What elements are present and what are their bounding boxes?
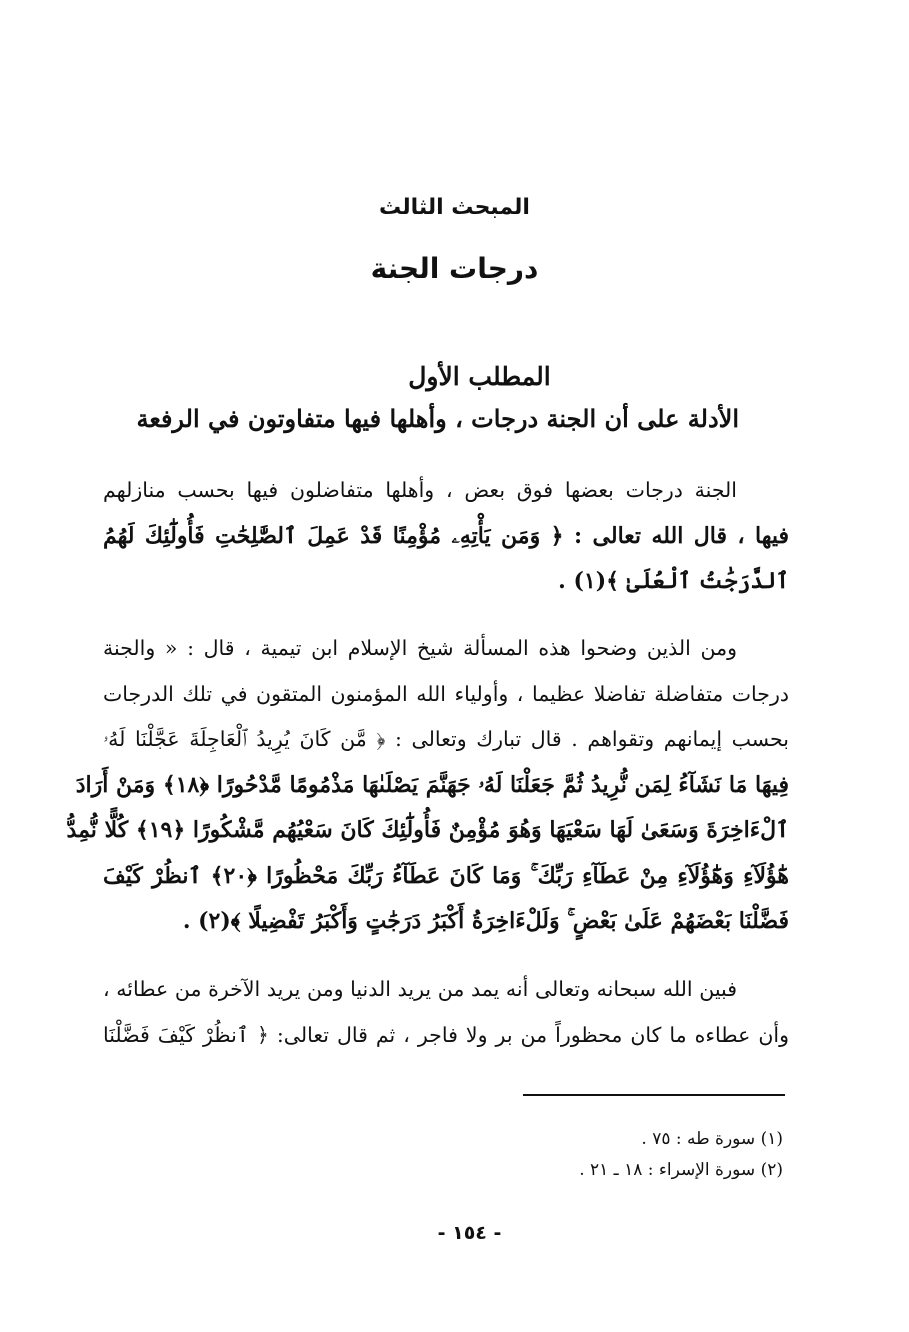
chapter-heading: المبحث الثالث xyxy=(379,195,530,220)
paragraph-line: فبين الله سبحانه وتعالى أنه يمد من يريد الدنيا ومن يريد الآخرة من عطائه ، xyxy=(103,977,737,1001)
paragraph-3 xyxy=(103,967,789,1058)
paragraph-line: ٱلْءَاخِرَةَ وَسَعَىٰ لَهَا سَعْيَهَا وَهُوَ مُؤْمِنٌ فَأُولَٰٓئِكَ كَانَ سَعْيُهُم مَّشْكُورًا ﴿١٩﴾ كُلًّا نُّمِدُّ xyxy=(66,817,789,843)
paragraph-line: ٱلدَّرَجَٰتُ ٱلْعُلَىٰ ﴾(١) . xyxy=(558,568,789,594)
paragraph-1 xyxy=(103,468,789,605)
footnote-1: (١) سورة طه : ٧٥ . xyxy=(641,1129,783,1149)
paragraph-line: هَٰٓؤُلَآءِ وَهَٰٓؤُلَآءِ مِنْ عَطَآءِ رَبِّكَ ۚ وَمَا كَانَ عَطَآءُ رَبِّكَ مَحْظُورًا ﴿٢٠﴾ ٱنظُرْ كَيْفَ xyxy=(103,862,790,889)
paragraph-line: فيها ، قال الله تعالى : ﴿ وَمَن يَأْتِهِۦ مُؤْمِنًا قَدْ عَمِلَ ٱلصَّٰلِحَٰتِ فَأُولَٰٓئِكَ لَهُمُ xyxy=(103,522,789,549)
footnote-divider xyxy=(523,1094,785,1096)
footnotes xyxy=(579,1124,783,1186)
paragraph-line: ومن الذين وضحوا هذه المسألة شيخ الإسلام ابن تيمية ، قال : « والجنة xyxy=(103,636,737,660)
paragraph-line: فِيهَا مَا نَشَآءُ لِمَن نُّرِيدُ ثُمَّ جَعَلْنَا لَهُۥ جَهَنَّمَ يَصْلَىٰهَا مَذْمُومًا مَّدْحُورًا ﴿١٨﴾ وَمَنْ أَرَادَ xyxy=(75,771,789,798)
page-number: - ١٥٤ - xyxy=(437,1222,502,1244)
paragraph-line: وأن عطاءه ما كان محظوراً من بر ولا فاجر ، ثم قال تعالى: ﴿ ٱنظُرْ كَيْفَ فَضَّلْنَا xyxy=(103,1022,789,1047)
paragraph-line: بحسب إيمانهم وتقواهم . قال تبارك وتعالى : ﴿ مَّن كَانَ يُرِيدُ ٱلْعَاجِلَةَ عَجَّلْنَا لَهُۥ xyxy=(103,727,789,751)
paragraph-line: الجنة درجات بعضها فوق بعض ، وأهلها متفاضلون فيها بحسب منازلهم xyxy=(103,478,737,502)
paragraph-2 xyxy=(66,626,790,945)
paragraph-line: فَضَّلْنَا بَعْضَهُمْ عَلَىٰ بَعْضٍ ۚ وَلَلْءَاخِرَةُ أَكْبَرُ دَرَجَٰتٍ وَأَكْبَرُ تَفْضِيلًا ﴾(٢) . xyxy=(182,908,789,934)
chapter-title: درجات الجنة xyxy=(370,252,539,285)
footnote-2: (٢) سورة الإسراء : ١٨ ـ ٢١ . xyxy=(579,1160,783,1180)
section-heading: المطلب الأول xyxy=(408,362,551,391)
paragraph-line: درجات متفاضلة تفاضلا عظيما ، وأولياء الله المؤمنون المتقون في تلك الدرجات xyxy=(103,681,789,706)
section-title: الأدلة على أن الجنة درجات ، وأهلها فيها متفاوتون في الرفعة xyxy=(136,404,739,433)
